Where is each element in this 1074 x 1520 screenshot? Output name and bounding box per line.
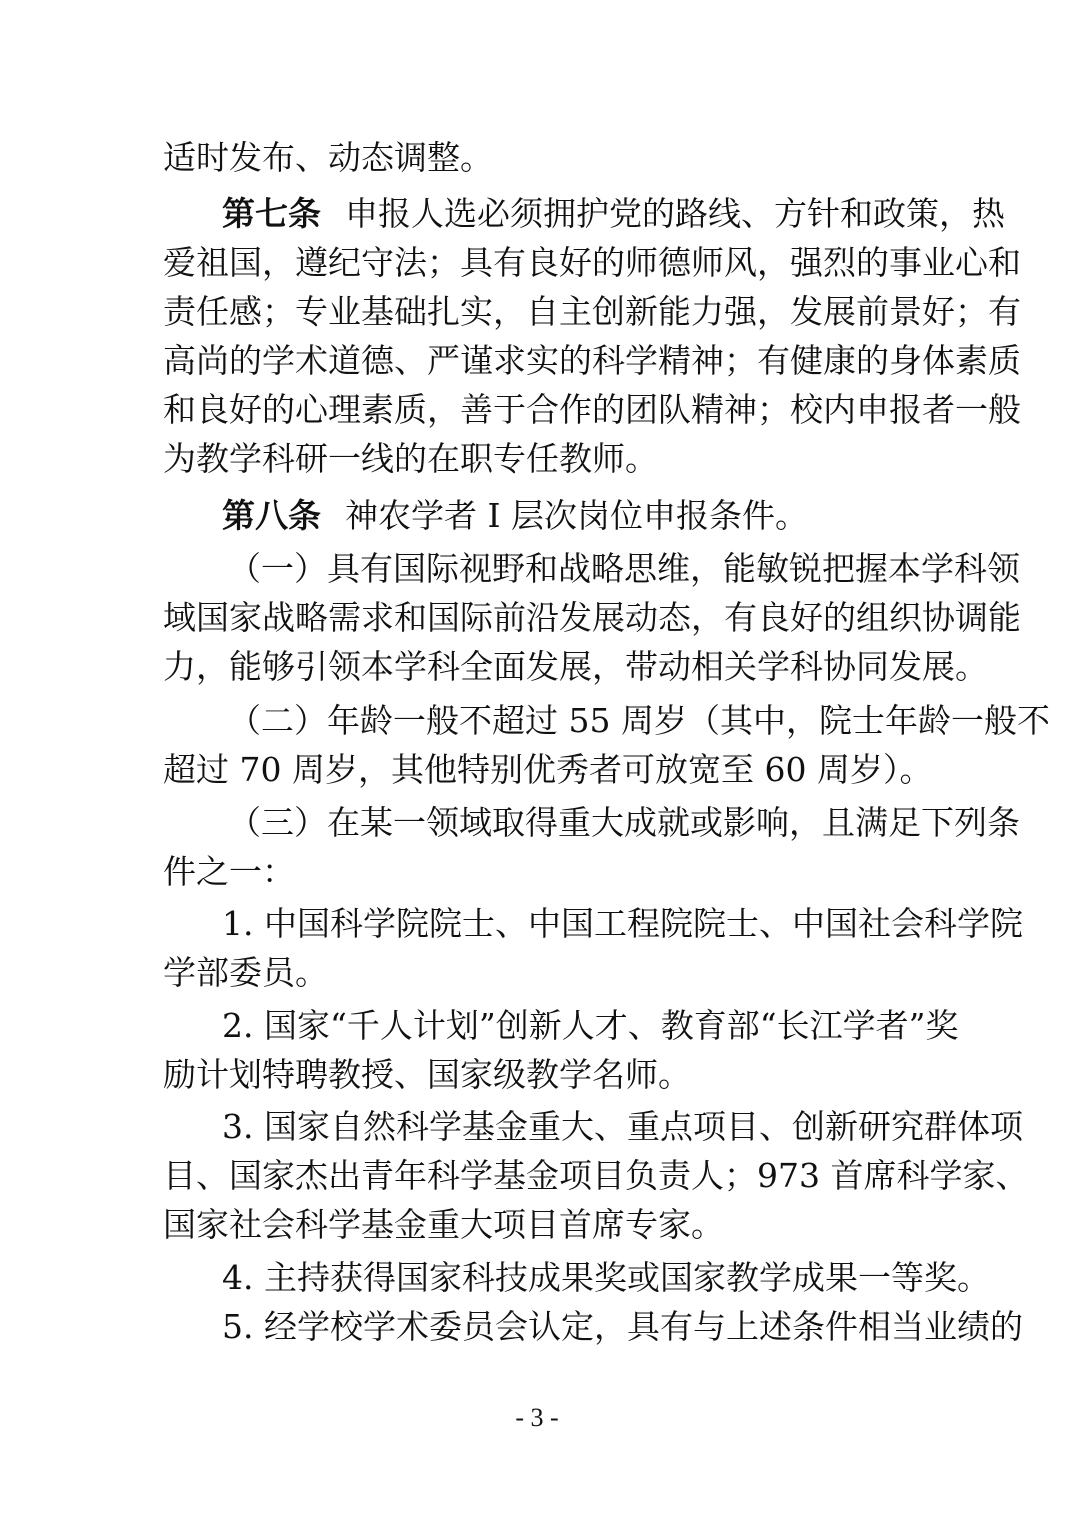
list-item-line: 1. 中国科学院院士、中国工程院院士、中国社会科学院: [222, 904, 1023, 943]
paragraph-line: （三）在某一领域取得重大成就或影响，且满足下列条: [228, 803, 1020, 842]
list-item-line: 励计划特聘教授、国家级教学名师。: [163, 1055, 691, 1094]
paragraph-line: 域国家战略需求和国际前沿发展动态，有良好的组织协调能: [163, 598, 1021, 637]
article-8-line: [222, 492, 908, 540]
list-item-line: 目、国家杰出青年科学基金项目负责人；973 首席科学家、: [163, 1156, 1029, 1195]
paragraph-line: 责任感；专业基础扎实，自主创新能力强，发展前景好；有: [163, 292, 1021, 331]
paragraph-line: （一）具有国际视野和战略思维，能敏锐把握本学科领: [228, 549, 1020, 588]
article-8-heading: 第八条: [222, 496, 321, 535]
article-7-line: [222, 190, 1005, 238]
paragraph-line: 适时发布、动态调整。: [163, 138, 493, 177]
list-item-line: 3. 国家自然科学基金重大、重点项目、创新研究群体项: [222, 1107, 1023, 1146]
list-item-line: 国家社会科学基金重大项目首席专家。: [163, 1205, 724, 1244]
paragraph-line: 爱祖国，遵纪守法；具有良好的师德师风，强烈的事业心和: [163, 243, 1021, 282]
paragraph-line: 件之一：: [163, 852, 295, 891]
article-7-text: 申报人选必须拥护党的路线、方针和政策，热: [345, 194, 1005, 233]
article-7-heading: 第七条: [222, 194, 321, 233]
paragraph-line: 和良好的心理素质，善于合作的团队精神；校内申报者一般: [163, 390, 1021, 429]
paragraph-line: （二）年龄一般不超过 55 周岁（其中，院士年龄一般不: [228, 701, 1050, 740]
list-item-line: 4. 主持获得国家科技成果奖或国家教学成果一等奖。: [222, 1258, 990, 1297]
paragraph-line: 超过 70 周岁，其他特别优秀者可放宽至 60 周岁）。: [163, 750, 933, 789]
list-item-line: 学部委员。: [163, 953, 328, 992]
list-item-line: 5. 经学校学术委员会认定，具有与上述条件相当业绩的: [222, 1307, 1023, 1346]
list-item-line: 2. 国家“千人计划”创新人才、教育部“长江学者”奖: [222, 1006, 959, 1045]
article-8-text: 神农学者 I 层次岗位申报条件。: [345, 496, 809, 535]
paragraph-line: 高尚的学术道德、严谨求实的科学精神；有健康的身体素质: [163, 341, 1021, 380]
page-number: - 3 -: [515, 1403, 559, 1432]
paragraph-line: 为教学科研一线的在职专任教师。: [163, 439, 658, 478]
paragraph-line: 力，能够引领本学科全面发展，带动相关学科协同发展。: [163, 647, 988, 686]
